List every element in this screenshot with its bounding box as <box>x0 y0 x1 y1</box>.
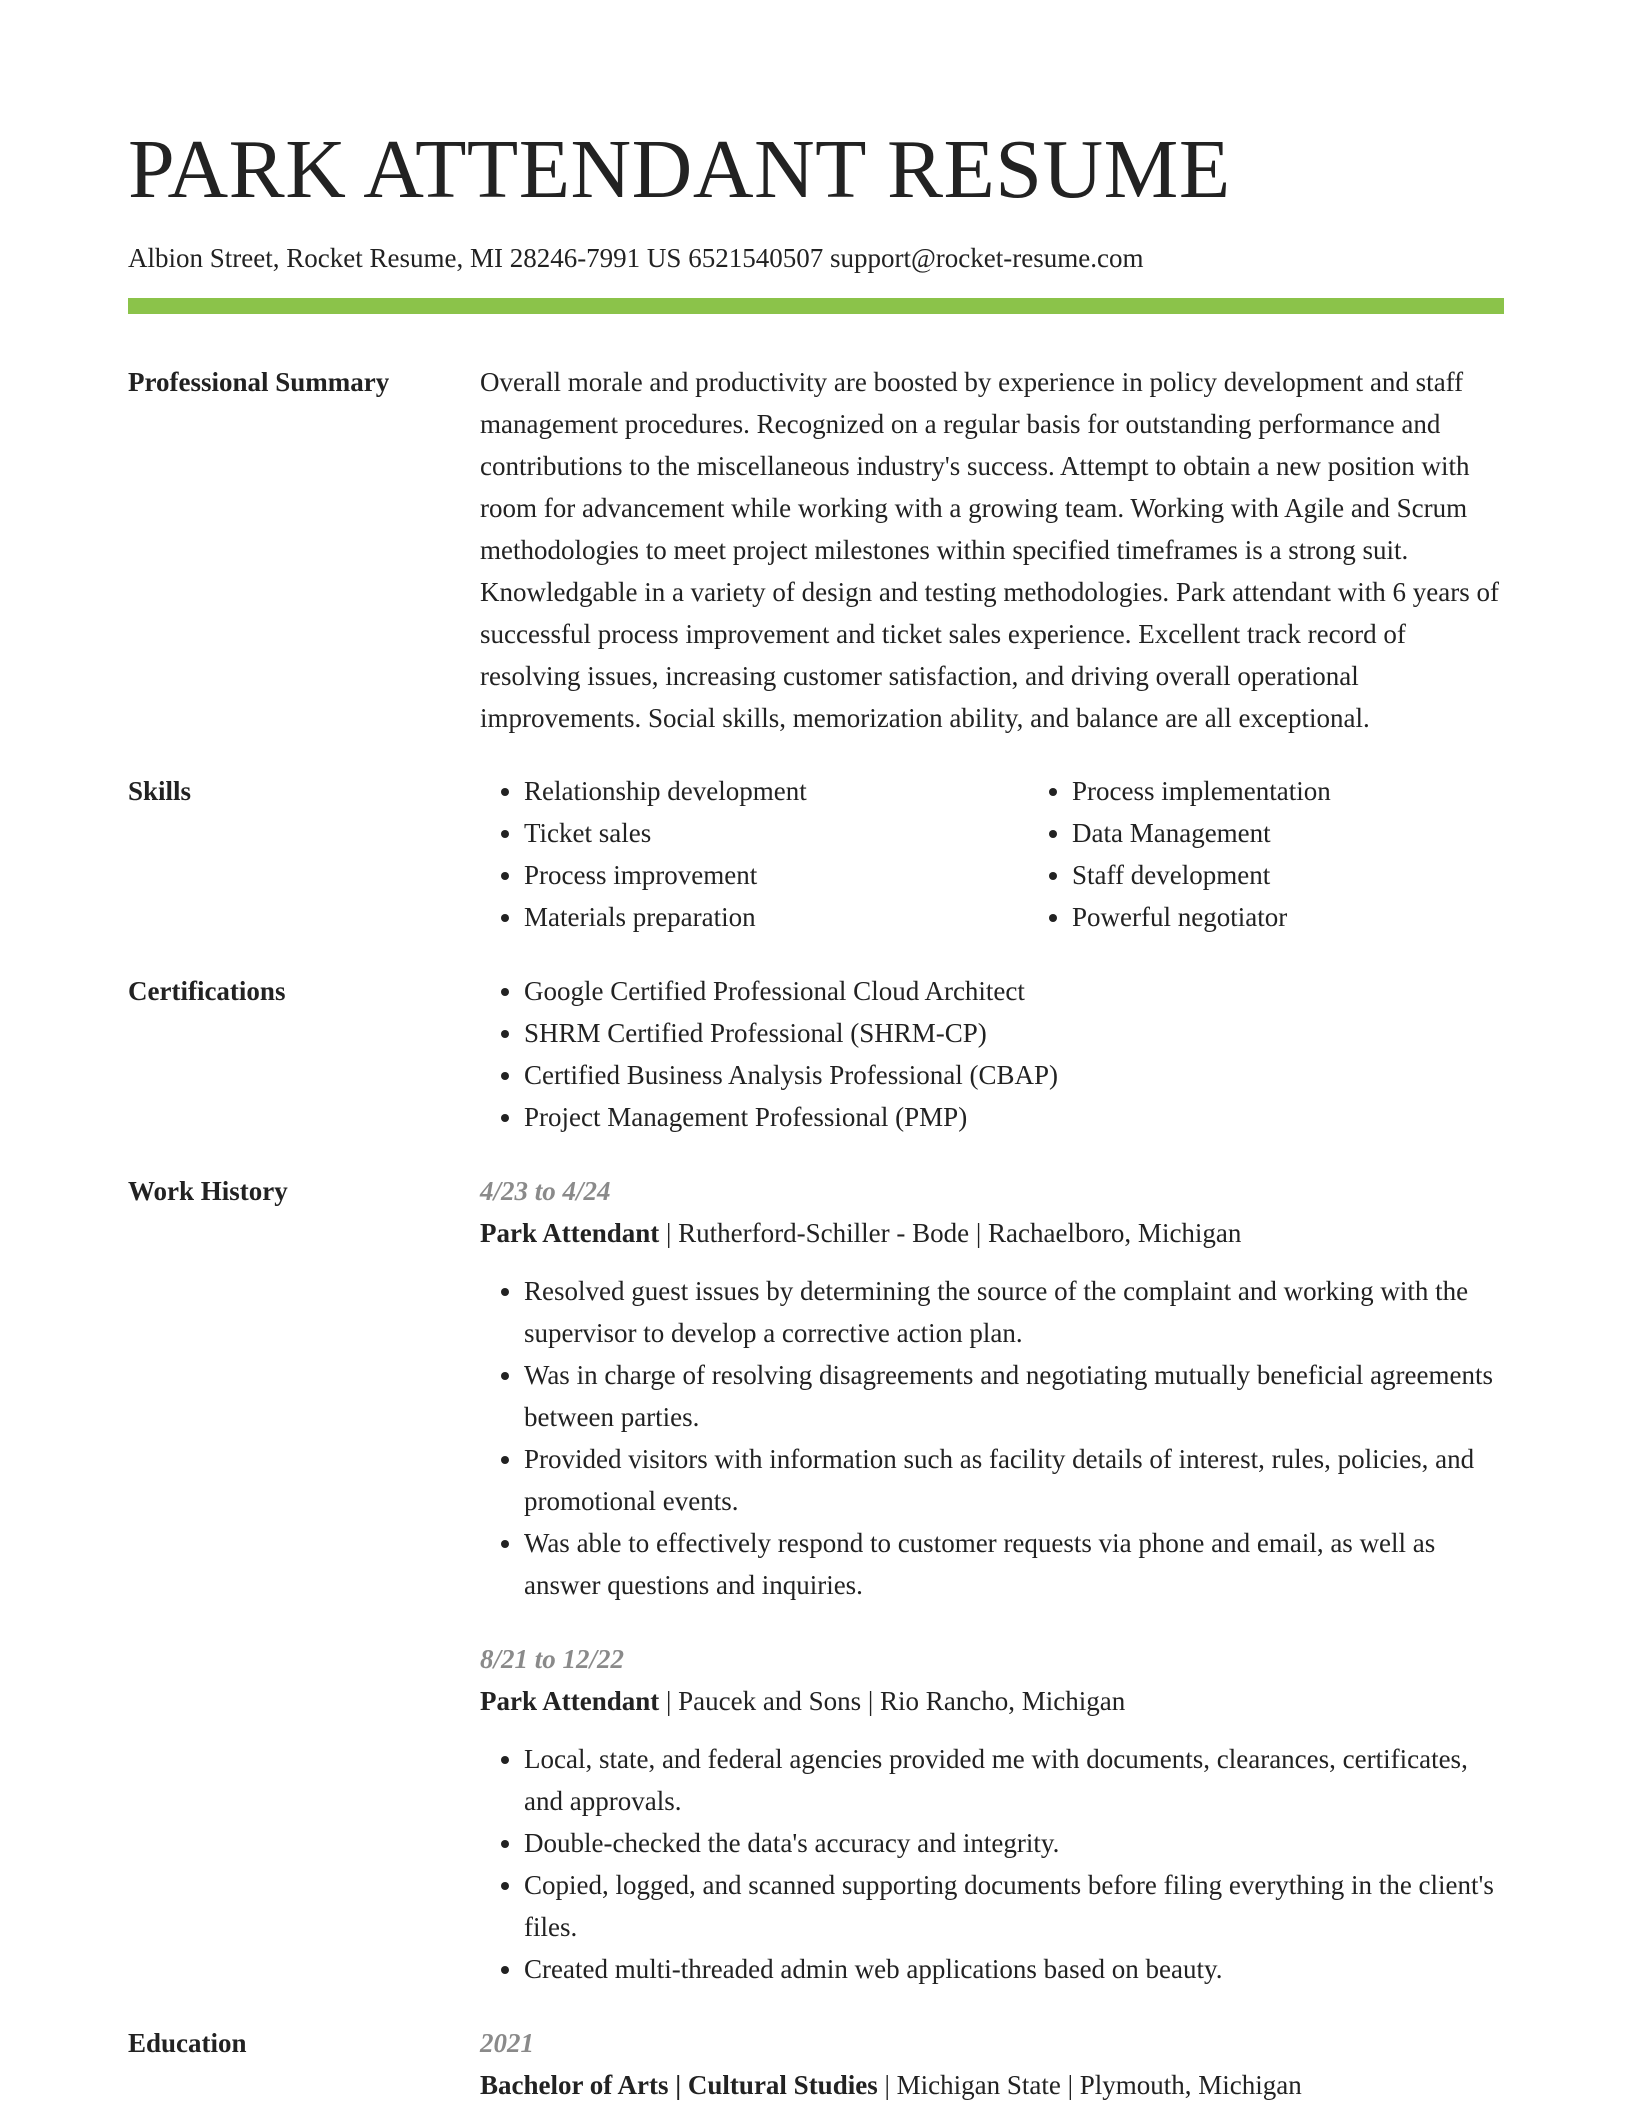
job-heading <box>480 1212 1504 1254</box>
summary-label: Professional Summary <box>128 367 390 397</box>
skill-item: • Materials preparation <box>524 896 1028 938</box>
certifications-list <box>480 970 1504 1138</box>
education-label: Education <box>128 2028 247 2058</box>
job-heading <box>480 1680 1504 1722</box>
job-bullets <box>480 1738 1504 1990</box>
job-bullet: • Double-checked the data's accuracy and integrity. <box>524 1822 1504 1864</box>
education-heading <box>480 2064 1504 2106</box>
certification-item: • SHRM Certified Professional (SHRM-CP) <box>524 1012 1504 1054</box>
job-bullet: • Was able to effectively respond to customer requests via phone and email, as well as answer questions and inquiries. <box>524 1522 1504 1606</box>
job-bullet: • Local, state, and federal agencies provided me with documents, clearances, certificates, and approvals. <box>524 1738 1504 1822</box>
skills-section <box>128 770 1504 938</box>
job-entry <box>480 1638 1504 1990</box>
job-title: Park Attendant <box>480 1218 660 1248</box>
skill-item: • Ticket sales <box>524 812 1028 854</box>
page-title: PARK ATTENDANT RESUME <box>128 123 1231 216</box>
skill-item: • Relationship development <box>524 770 1028 812</box>
job-bullet: • Copied, logged, and scanned supporting documents before filing everything in the client's files. <box>524 1864 1504 1948</box>
certifications-section <box>128 970 1504 1138</box>
job-title: Park Attendant <box>480 1686 660 1716</box>
job-bullet: • Resolved guest issues by determining the source of the complaint and working with the supervisor to develop a corrective action plan. <box>524 1270 1504 1354</box>
job-dates: 4/23 to 4/24 <box>480 1176 611 1206</box>
certification-item: • Project Management Professional (PMP) <box>524 1096 1504 1138</box>
job-bullet: • Provided visitors with information such as facility details of interest, rules, policies, and promotional events. <box>524 1438 1504 1522</box>
job-bullets <box>480 1270 1504 1606</box>
job-details: | Paucek and Sons | Rio Rancho, Michigan <box>659 1686 1126 1716</box>
work-history-section <box>128 1170 1504 1990</box>
resume-page <box>128 0 1504 2106</box>
job-bullet: • Created multi-threaded admin web applications based on beauty. <box>524 1948 1504 1990</box>
education-body <box>480 2022 1504 2106</box>
skills-list-right <box>1028 770 1331 938</box>
job-entry <box>480 1170 1504 1606</box>
skill-item: • Staff development <box>1072 854 1331 896</box>
skills-list-left <box>480 770 1028 938</box>
summary-section <box>128 361 1504 739</box>
skill-item: • Powerful negotiator <box>1072 896 1331 938</box>
skill-item: • Process implementation <box>1072 770 1331 812</box>
summary-body <box>480 361 1504 739</box>
education-details: | Michigan State | Plymouth, Michigan <box>877 2070 1302 2100</box>
job-details: | Rutherford-Schiller - Bode | Rachaelboro, Michigan <box>659 1218 1242 1248</box>
job-dates: 8/21 to 12/22 <box>480 1644 625 1674</box>
summary-text: Overall morale and productivity are boosted by experience in policy development and staff management procedures. Recognized on a regular basis for outstanding performance and contributions to the miscellaneous industry's success. Attempt to obtain a new position with room for advancement while working with a growing team. Working with Agile and Scrum methodologies to meet project milestones within specified timeframes is a strong suit. Knowledgable in a variety of design and testing methodologies. Park attendant with 6 years of successful process improvement and ticket sales experience. Excellent track record of resolving issues, increasing customer satisfaction, and driving overall operational improvements. Social skills, memorization ability, and balance are all exceptional. <box>480 367 1499 733</box>
skills-grid <box>480 770 1504 938</box>
education-degree: Bachelor of Arts | Cultural Studies <box>480 2070 878 2100</box>
education-section <box>128 2022 1504 2106</box>
contact-line: Albion Street, Rocket Resume, MI 28246-7991 US 6521540507 support@rocket-resume.com <box>128 243 1144 273</box>
certifications-body <box>480 970 1504 1138</box>
job-bullet: • Was in charge of resolving disagreements and negotiating mutually beneficial agreements between parties. <box>524 1354 1504 1438</box>
education-dates: 2021 <box>480 2028 534 2058</box>
work-history-label: Work History <box>128 1176 288 1206</box>
certification-item: • Certified Business Analysis Professional (CBAP) <box>524 1054 1504 1096</box>
skill-item: • Data Management <box>1072 812 1331 854</box>
skills-label: Skills <box>128 776 192 806</box>
certification-item: • Google Certified Professional Cloud Architect <box>524 970 1504 1012</box>
certifications-label: Certifications <box>128 976 286 1006</box>
skill-item: • Process improvement <box>524 854 1028 896</box>
work-history-body <box>480 1170 1504 1990</box>
header-divider <box>128 298 1504 314</box>
